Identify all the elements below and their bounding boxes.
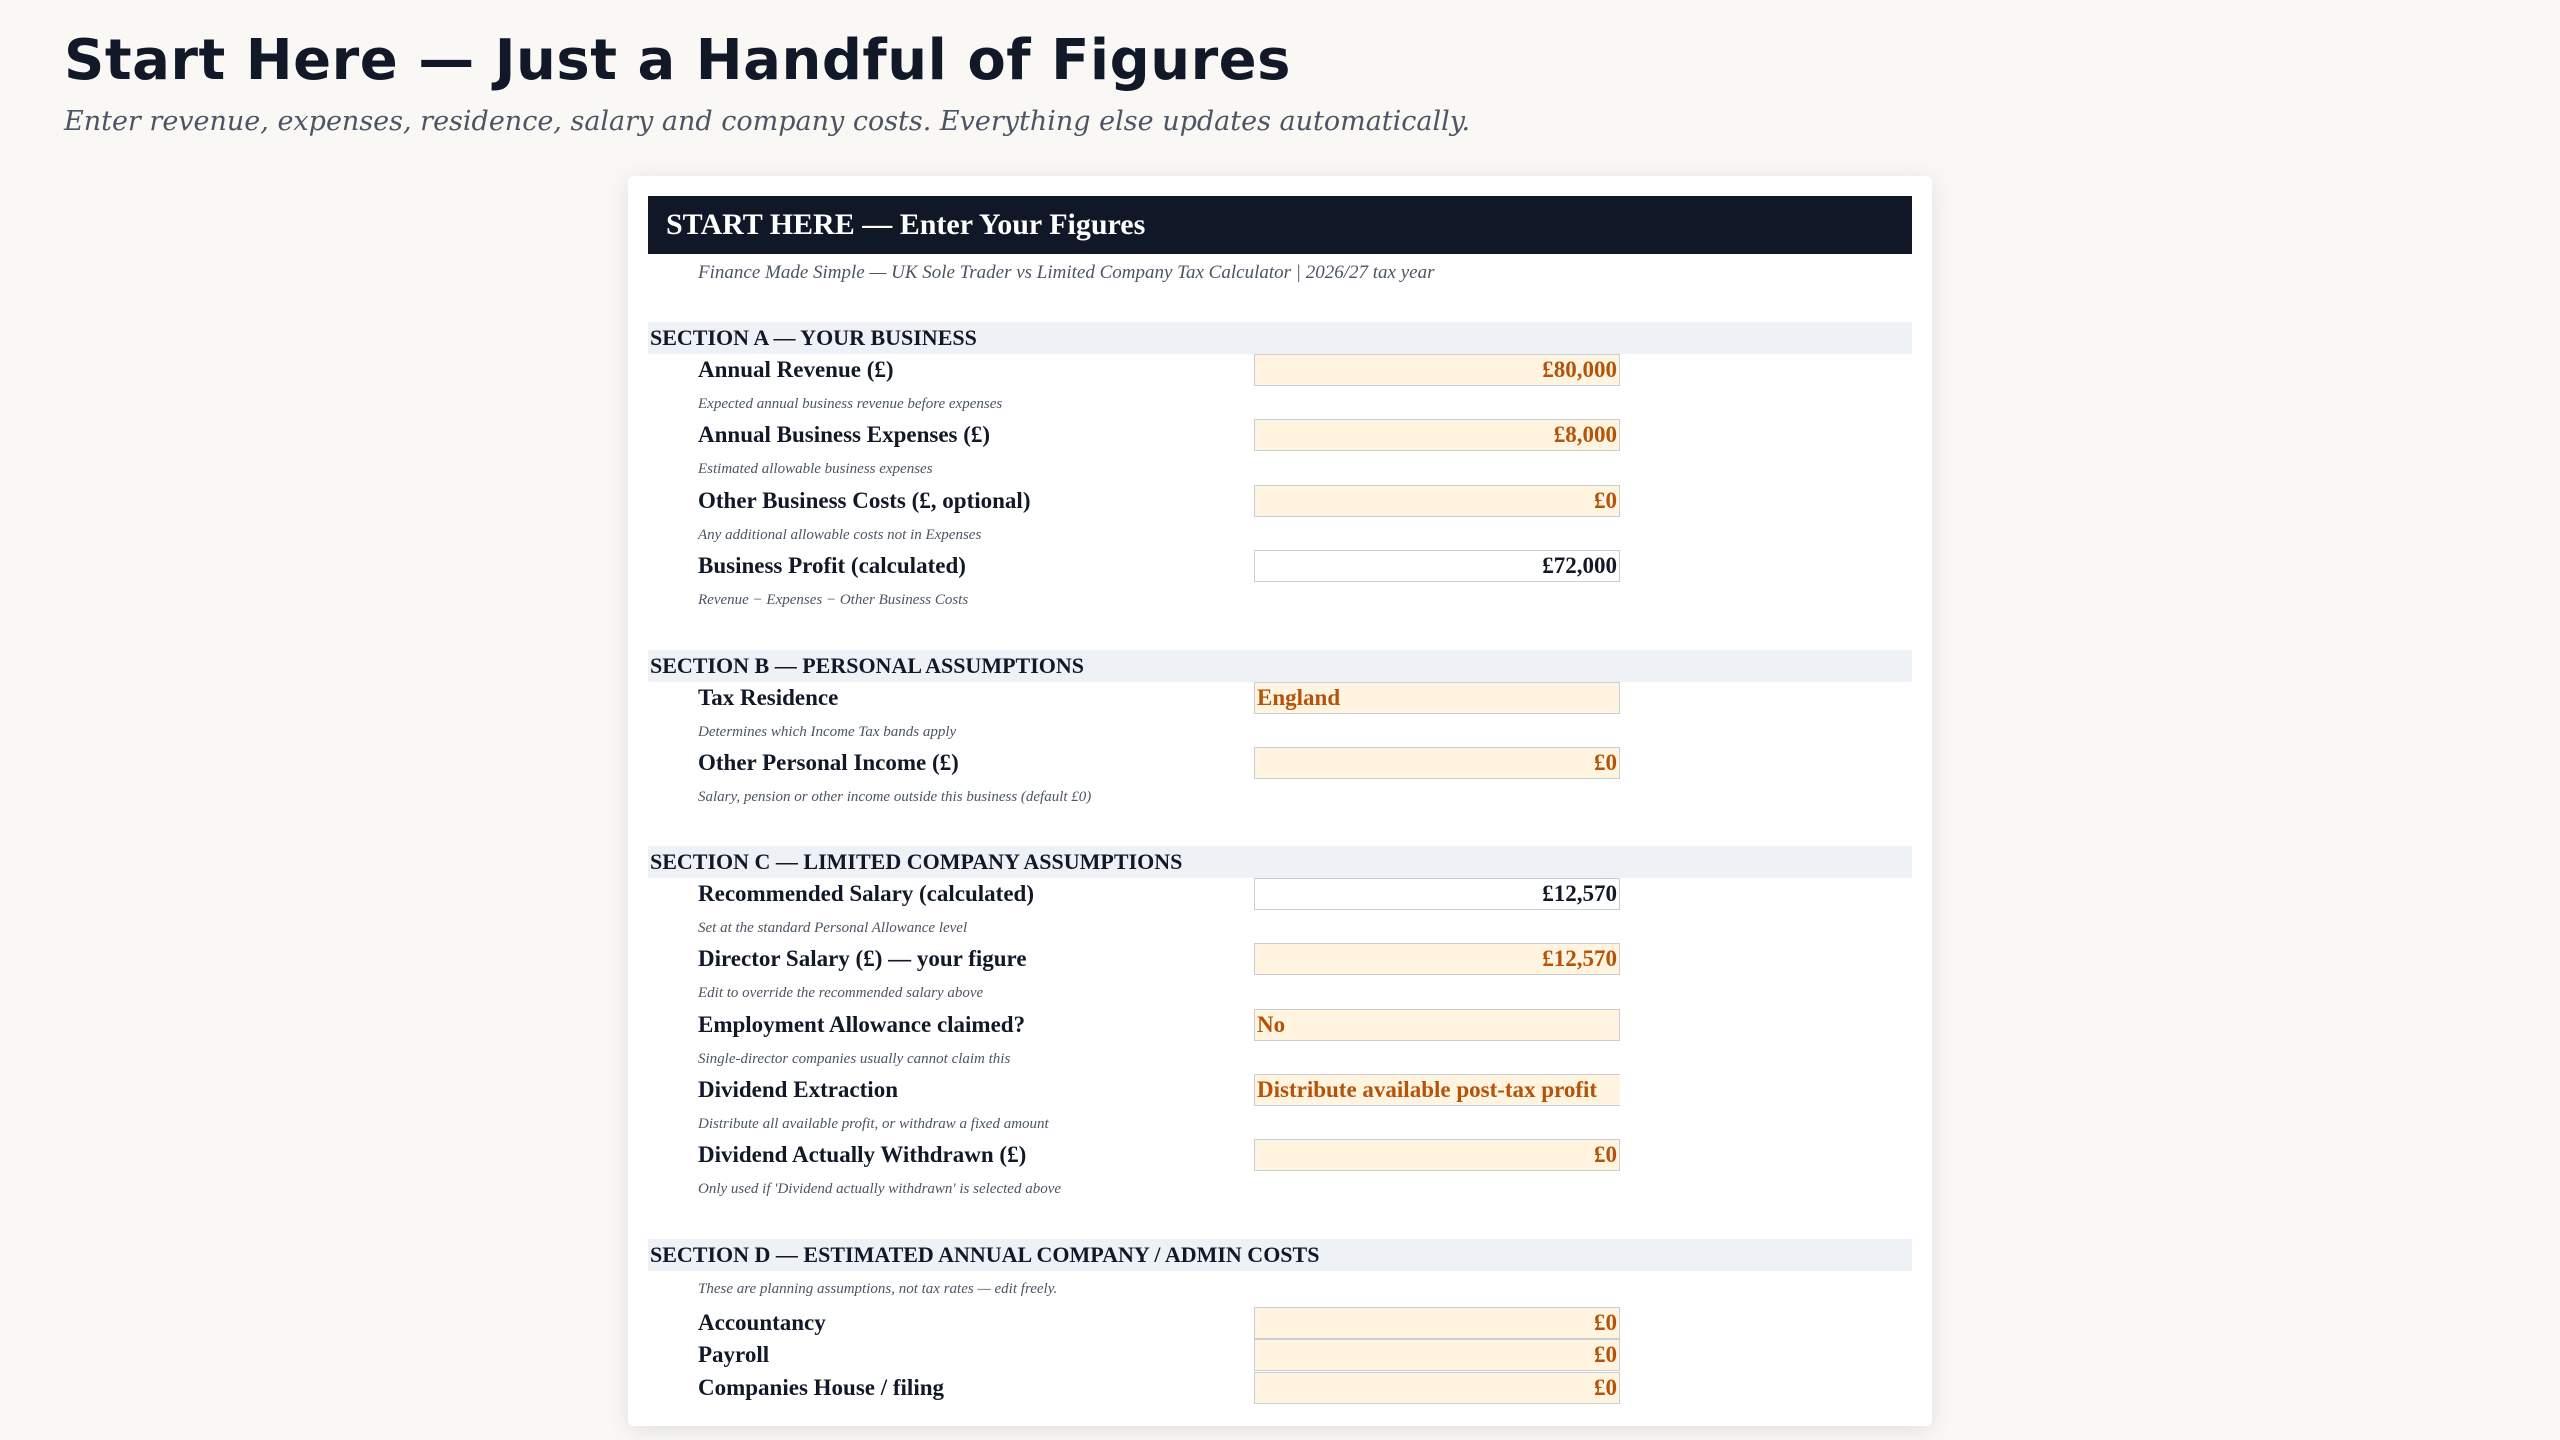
profit-help: Revenue − Expenses − Other Business Costs (698, 592, 969, 608)
revenue-input[interactable]: £80,000 (1254, 354, 1620, 386)
other-income-label: Other Personal Income (£) (698, 750, 959, 775)
dividend-extraction-label: Dividend Extraction (698, 1077, 898, 1102)
page-title: Start Here — Just a Handful of Figures (64, 28, 1291, 93)
sheet-header: START HERE — Enter Your Figures (648, 196, 1912, 254)
other-costs-label: Other Business Costs (£, optional) (698, 488, 1031, 513)
dividend-withdrawn-label: Dividend Actually Withdrawn (£) (698, 1142, 1027, 1167)
recommended-salary-help: Set at the standard Personal Allowance level (698, 920, 968, 936)
expenses-label: Annual Business Expenses (£) (698, 422, 991, 447)
other-income-help: Salary, pension or other income outside this business (default £0) (698, 789, 1092, 805)
dividend-extraction-help: Distribute all available profit, or withdraw a fixed amount (698, 1116, 1049, 1132)
recommended-salary-value: £12,570 (1254, 878, 1620, 910)
dividend-withdrawn-input[interactable]: £0 (1254, 1139, 1620, 1171)
employment-allowance-label: Employment Allowance claimed? (698, 1012, 1026, 1037)
accountancy-input[interactable]: £0 (1254, 1307, 1620, 1339)
page-subtitle: Enter revenue, expenses, residence, salary and company costs. Everything else updates automatically. (64, 106, 1471, 137)
revenue-help: Expected annual business revenue before expenses (698, 396, 1003, 412)
employment-allowance-help: Single-director companies usually cannot claim this (698, 1051, 1011, 1067)
residence-help: Determines which Income Tax bands apply (698, 724, 957, 740)
director-salary-help: Edit to override the recommended salary above (698, 985, 984, 1001)
section-d-header: SECTION D — ESTIMATED ANNUAL COMPANY / ADMIN COSTS (648, 1239, 1912, 1271)
payroll-label: Payroll (698, 1342, 770, 1367)
employment-allowance-select[interactable]: No (1254, 1009, 1620, 1041)
profit-value: £72,000 (1254, 550, 1620, 582)
section-c-header: SECTION C — LIMITED COMPANY ASSUMPTIONS (648, 846, 1912, 878)
recommended-salary-label: Recommended Salary (calculated) (698, 881, 1034, 906)
expenses-help: Estimated allowable business expenses (698, 461, 933, 477)
director-salary-label: Director Salary (£) — your figure (698, 946, 1027, 971)
expenses-input[interactable]: £8,000 (1254, 419, 1620, 451)
payroll-input[interactable]: £0 (1254, 1339, 1620, 1371)
spreadsheet-card (628, 176, 1932, 1426)
other-costs-input[interactable]: £0 (1254, 485, 1620, 517)
other-costs-help: Any additional allowable costs not in Expenses (698, 527, 982, 543)
companies-house-input[interactable]: £0 (1254, 1372, 1620, 1404)
director-salary-input[interactable]: £12,570 (1254, 943, 1620, 975)
sheet-caption: Finance Made Simple — UK Sole Trader vs Limited Company Tax Calculator | 2026/27 tax year (698, 262, 1435, 283)
dividend-withdrawn-help: Only used if 'Dividend actually withdrawn' is selected above (698, 1181, 1062, 1197)
accountancy-label: Accountancy (698, 1310, 826, 1335)
residence-select[interactable]: England (1254, 682, 1620, 714)
section-a-header: SECTION A — YOUR BUSINESS (648, 322, 1912, 354)
section-d-help: These are planning assumptions, not tax rates — edit freely. (698, 1281, 1058, 1297)
revenue-label: Annual Revenue (£) (698, 357, 894, 382)
dividend-extraction-select[interactable]: Distribute available post-tax profit (1254, 1074, 1620, 1106)
profit-label: Business Profit (calculated) (698, 553, 966, 578)
other-income-input[interactable]: £0 (1254, 747, 1620, 779)
residence-label: Tax Residence (698, 685, 839, 710)
section-b-header: SECTION B — PERSONAL ASSUMPTIONS (648, 650, 1912, 682)
companies-house-label: Companies House / filing (698, 1375, 945, 1400)
